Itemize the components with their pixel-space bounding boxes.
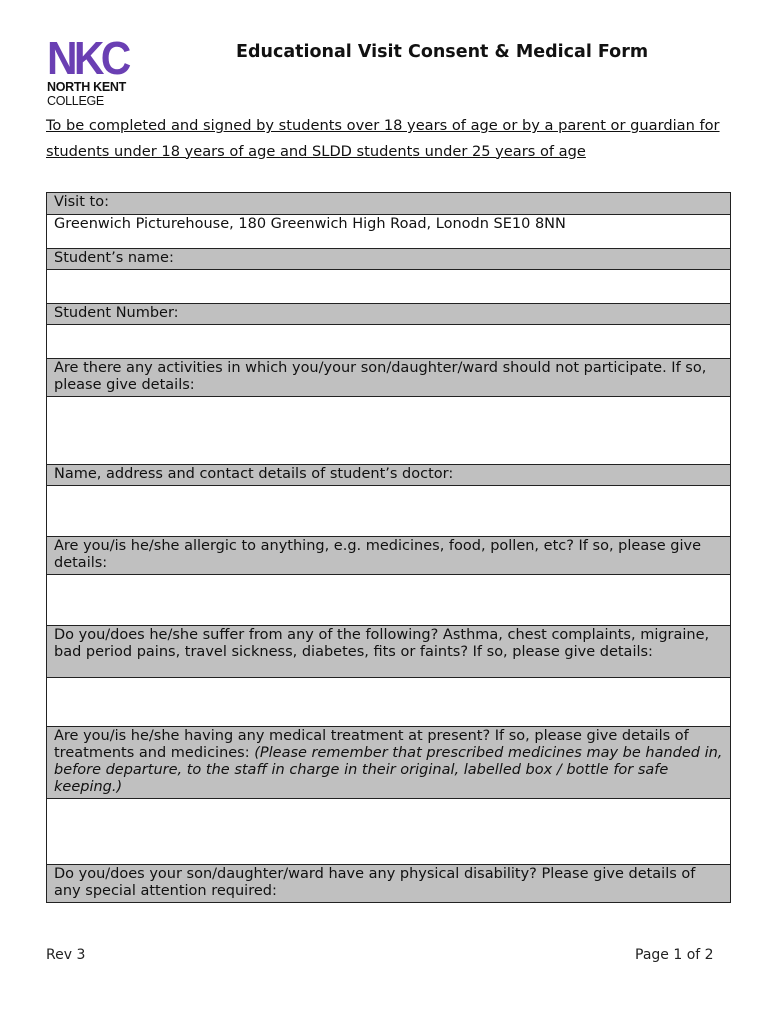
treatment-label — [47, 727, 731, 799]
activities-label: Are there any activities in which you/your son/daughter/ward should not participate. If so, please give details: — [47, 359, 731, 397]
visit-to-field[interactable]: Greenwich Picturehouse, 180 Greenwich High Road, Lonodn SE10 8NN — [47, 215, 731, 249]
student-number-field[interactable] — [47, 325, 731, 359]
treatment-question: Are you/is he/she having any medical treatment at present? If so, please give details of treatments and medicines: — [54, 728, 689, 761]
conditions-field[interactable] — [47, 678, 731, 727]
consent-form-table — [46, 192, 731, 903]
page-number: Page 1 of 2 — [635, 947, 714, 963]
treatment-field[interactable] — [47, 799, 731, 865]
revision-label: Rev 3 — [46, 947, 86, 963]
disability-label: Do you/does your son/daughter/ward have any physical disability? Please give details of any special attention required: — [47, 865, 731, 903]
conditions-label: Do you/does he/she suffer from any of the following? Asthma, chest complaints, migraine, bad period pains, travel sickness, diabetes, fits or faints? If so, please give details: — [47, 626, 731, 678]
logo-line-1: NORTH KENT — [47, 80, 126, 94]
student-name-field[interactable] — [47, 270, 731, 304]
activities-field[interactable] — [47, 397, 731, 465]
allergies-label: Are you/is he/she allergic to anything, e.g. medicines, food, pollen, etc? If so, please give details: — [47, 537, 731, 575]
college-logo — [47, 32, 129, 108]
intro-instructions: To be completed and signed by students over 18 years of age or by a parent or guardian for students under 18 years of age and SLDD students under 25 years of age — [46, 117, 720, 160]
visit-to-label: Visit to: — [47, 193, 731, 215]
allergies-field[interactable] — [47, 575, 731, 626]
student-name-label: Student’s name: — [47, 249, 731, 270]
form-title: Educational Visit Consent & Medical Form — [236, 42, 649, 62]
doctor-details-label: Name, address and contact details of student’s doctor: — [47, 465, 731, 486]
doctor-details-field[interactable] — [47, 486, 731, 537]
logo-line-2: COLLEGE — [47, 94, 104, 108]
treatment-note: (Please remember that prescribed medicines may be handed in, before departure, to the staff in charge in their original, labelled box / bottle for safe keeping.) — [54, 745, 723, 795]
logo-initials: NKC — [47, 32, 128, 84]
student-number-label: Student Number: — [47, 304, 731, 325]
